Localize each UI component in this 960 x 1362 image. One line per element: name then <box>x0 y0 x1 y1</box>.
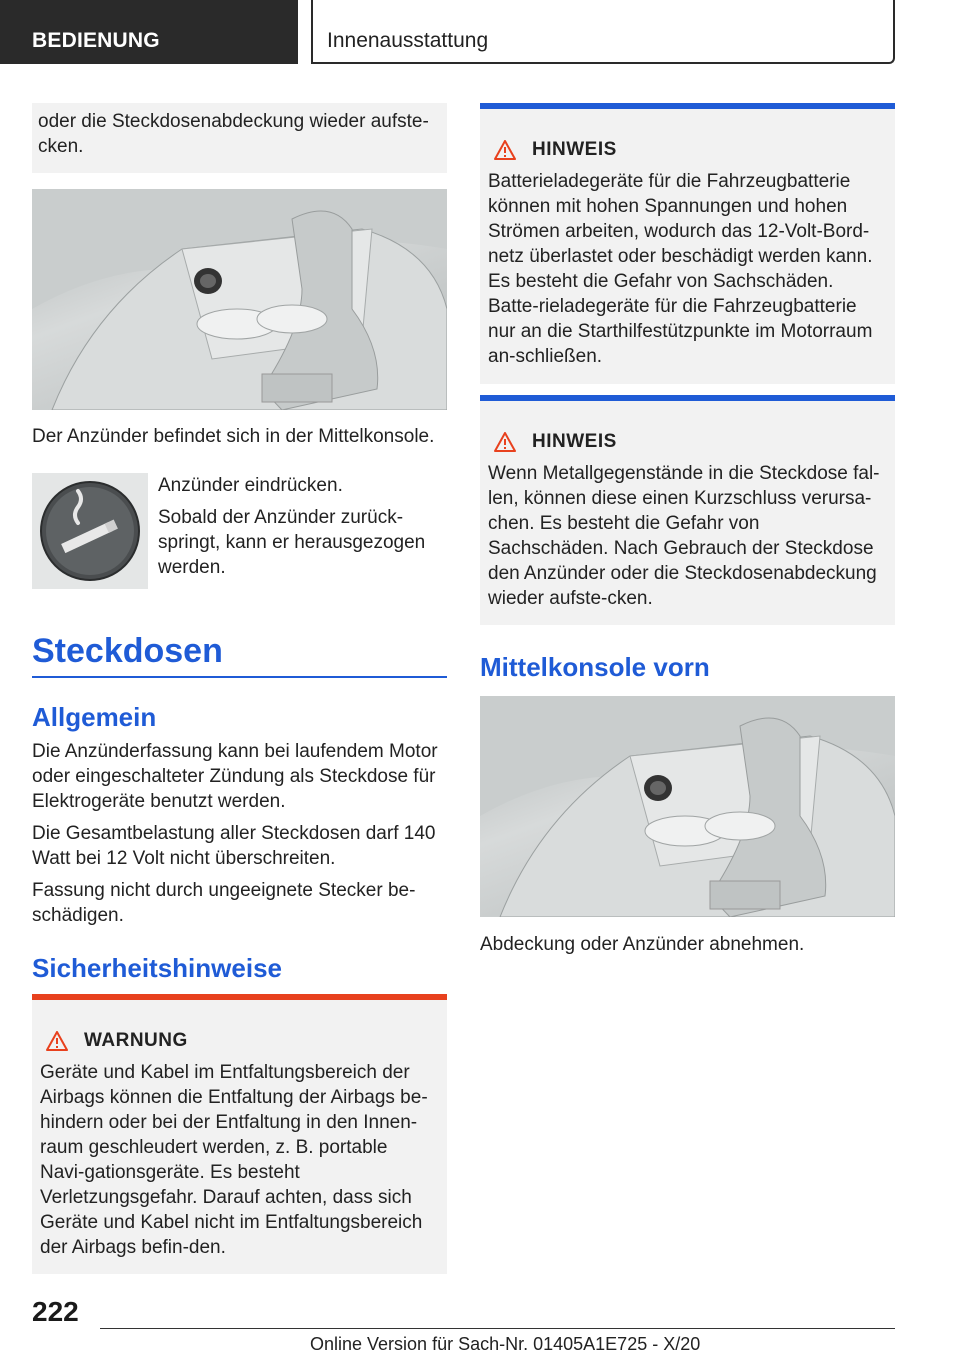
lighter-step-1: Anzünder eindrücken. <box>158 475 343 496</box>
hint-box-2 <box>480 395 895 625</box>
header-section-label: BEDIENUNG <box>32 29 160 52</box>
abdeckung-caption: Abdeckung oder Anzünder abnehmen. <box>480 934 805 955</box>
footer-online-version: Online Version für Sach-Nr. 01405A1E725 - X/20 <box>310 1334 701 1354</box>
hint-2-title: HINWEIS <box>532 431 617 452</box>
warning-box <box>32 994 447 1274</box>
heading-mittelkonsole: Mittelkonsole vorn <box>480 652 710 682</box>
warning-title: WARNUNG <box>84 1030 188 1051</box>
continued-note-text: oder die Steckdosenabdeckung wieder aufste-cken. <box>38 111 429 157</box>
header-chapter-label: Innenausstattung <box>327 29 489 52</box>
console-photo <box>32 189 447 410</box>
heading-allgemein: Allgemein <box>32 702 157 732</box>
header-section-tab <box>0 0 298 64</box>
continued-note-box <box>32 103 447 173</box>
console-photo-front <box>480 696 895 917</box>
hint-2-text: Wenn Metallgegenstände in die Steckdose fal-len, können diese einen Kurzschluss verursa-chen. Es besteht die Gefahr von Sachschäden. Nach Gebrauch der Steckdose den Anzünder oder die Steckdosenabdeckung wieder aufste-cken. <box>488 463 880 609</box>
lighter-image <box>32 473 148 589</box>
warning-triangle-icon <box>494 432 516 452</box>
hint-1-title: HINWEIS <box>532 139 617 160</box>
warning-triangle-icon <box>494 140 516 160</box>
lighter-step-2: Sobald der Anzünder zurück-springt, kann er herausgezogen werden. <box>158 507 426 578</box>
heading-steckdosen: Steckdosen <box>32 632 223 670</box>
footer-rule <box>100 1328 895 1329</box>
header-chapter-tab <box>311 0 895 64</box>
hint-box-1 <box>480 103 895 384</box>
allgemein-paragraph-1: Die Anzünderfassung kann bei laufendem Motor oder eingeschalteter Zündung als Steckdose für Elektrogeräte benutzt werden. <box>32 741 438 812</box>
hint-1-text: Batterieladegeräte für die Fahrzeugbatterie können mit hohen Spannungen und hohen Strömen arbeiten, wodurch das 12-Volt-Bord-netz überlastet oder beschädigt werden kann. Es besteht die Gefahr von Sachschäden. Batte-rieladegeräte für die Fahrzeugbatterie nur an die Starthilfestützpunkte im Motorraum an-schließen. <box>488 171 873 367</box>
lighter-cigarette-icon <box>32 473 148 589</box>
allgemein-paragraph-2: Die Gesamtbelastung aller Steckdosen darf 140 Watt bei 12 Volt nicht überschreiten. <box>32 823 436 869</box>
page-number: 222 <box>32 1296 79 1327</box>
heading-sicherheitshinweise: Sicherheitshinweise <box>32 953 282 983</box>
warning-text: Geräte und Kabel im Entfaltungsbereich der Airbags können die Entfaltung der Airbags be-hindern oder bei der Entfaltung in den Innen-raum geschleudert werden, z. B. portable Navi-gationsgeräte. Es besteht Verletzungsgefahr. Darauf achten, dass sich Geräte und Kabel nicht im Entfaltungsbereich der Airbags befin-den. <box>40 1062 428 1258</box>
section-rule <box>32 676 447 678</box>
allgemein-paragraph-3: Fassung nicht durch ungeeignete Stecker be-schädigen. <box>32 880 416 926</box>
warning-triangle-icon <box>46 1031 68 1051</box>
console-caption: Der Anzünder befindet sich in der Mittelkonsole. <box>32 426 435 447</box>
